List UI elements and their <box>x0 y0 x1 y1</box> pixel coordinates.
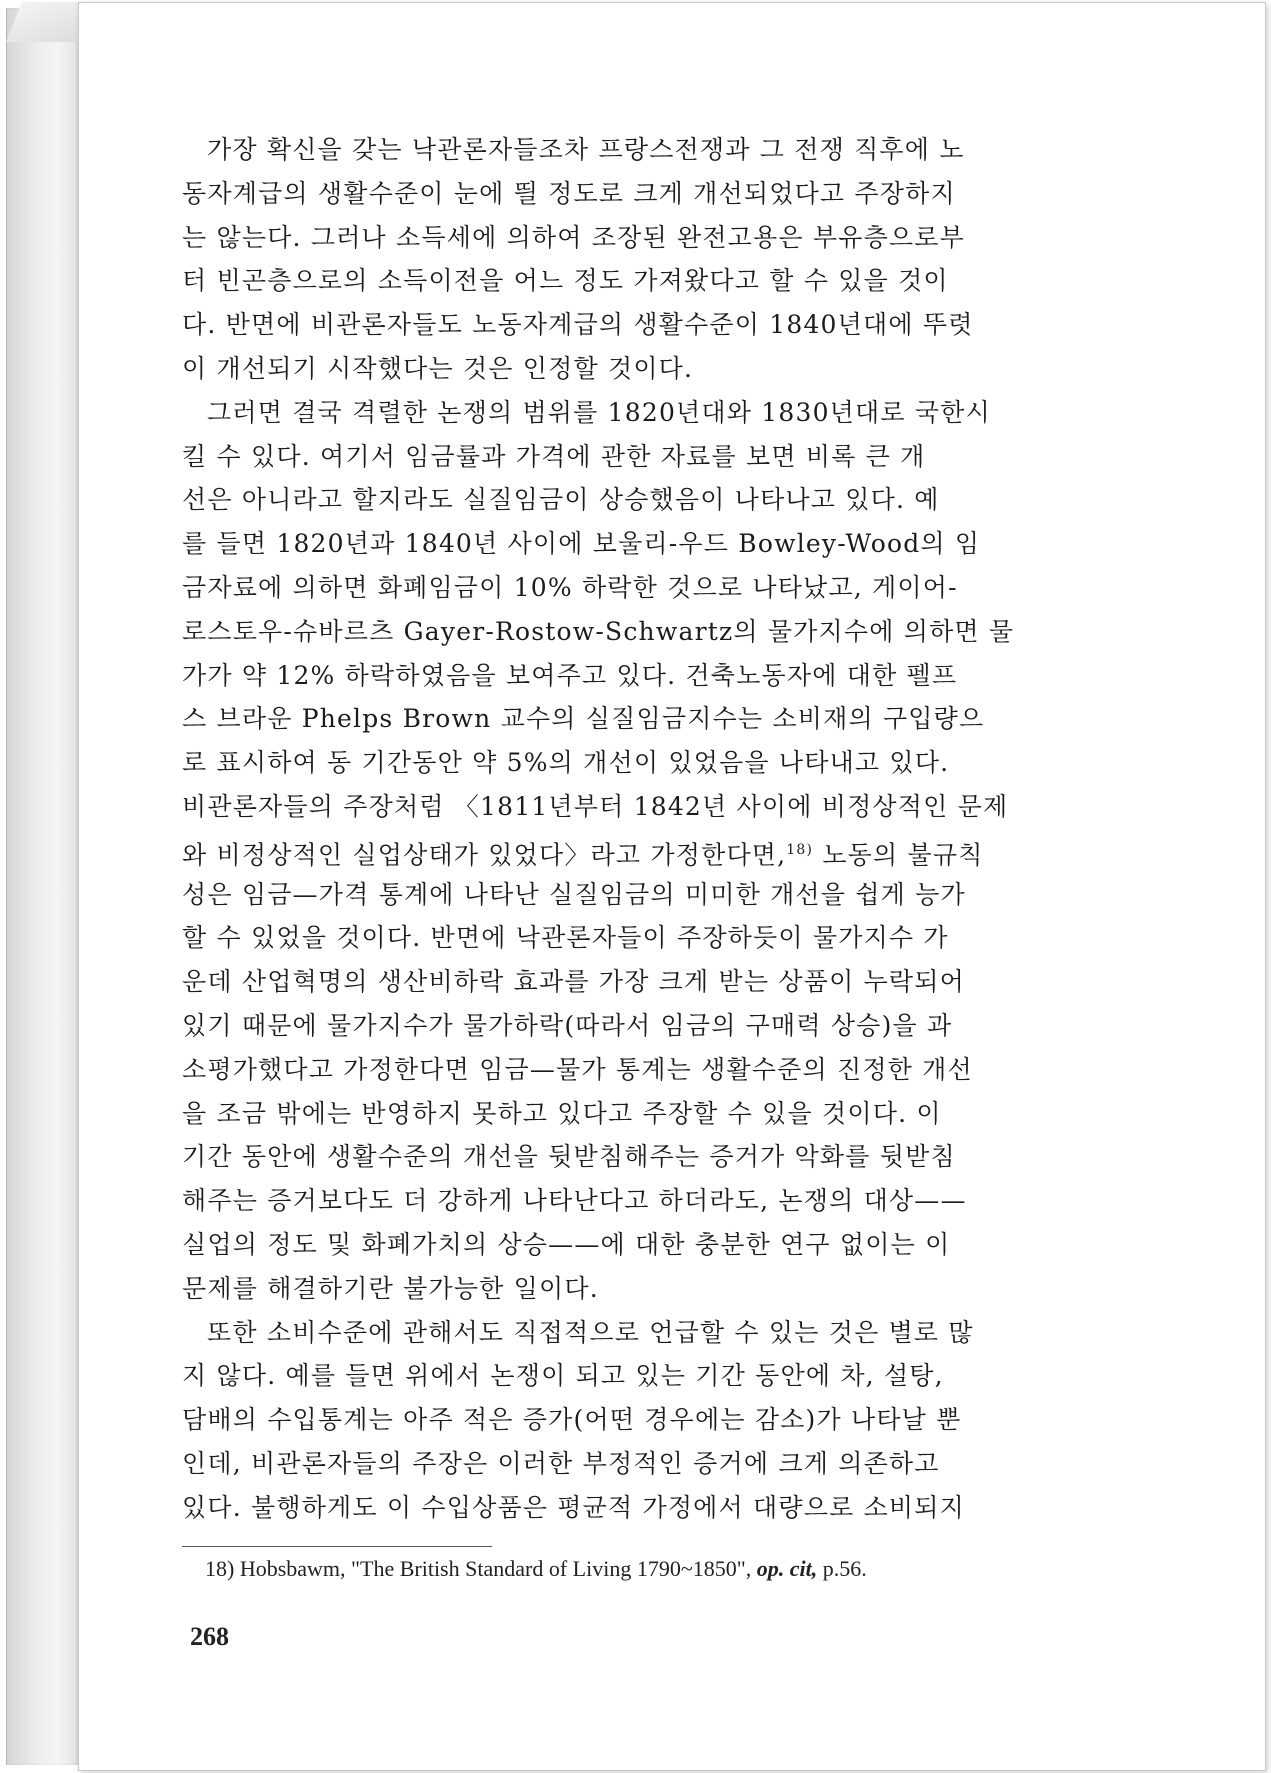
text-line: 비관론자들의 주장처럼 〈1811년부터 1842년 사이에 비정상적인 문제 <box>182 791 1009 821</box>
text-line: 있기 때문에 물가지수가 물가하락(따라서 임금의 구매력 상승)을 과 <box>182 1010 953 1040</box>
text-line: 를 들면 1820년과 1840년 사이에 보울리-우드 Bowley-Wood의 임 <box>182 529 981 559</box>
text-line: 할 수 있었을 것이다. 반면에 낙관론자들이 주장하듯이 물가지수 가 <box>182 923 949 953</box>
text-line: 있다. 불행하게도 이 수입상품은 평균적 가정에서 대량으로 소비되지 <box>182 1492 965 1522</box>
text-line: 선은 아니라고 할지라도 실질임금이 상승했음이 나타나고 있다. 예 <box>182 485 940 515</box>
body-text <box>182 128 1112 1530</box>
text-line: 킬 수 있다. 여기서 임금률과 가격에 관한 자료를 보면 비록 큰 개 <box>182 441 926 471</box>
text-line: 해주는 증거보다도 더 강하게 나타난다고 하더라도, 논쟁의 대상—— <box>182 1186 967 1216</box>
text-line: 다. 반면에 비관론자들도 노동자계급의 생활수준이 1840년대에 뚜렷 <box>182 310 974 340</box>
text-line: 스 브라운 Phelps Brown 교수의 실질임금지수는 소비재의 구입량으 <box>182 704 985 734</box>
footnote-text: 18) Hobsbawm, "The British Standard of Living 1790~1850", <box>205 1556 752 1581</box>
footnote-tail: p.56. <box>817 1556 867 1581</box>
text-line: 문제를 해결하기란 불가능한 일이다. <box>182 1273 599 1303</box>
text-line: 담배의 수입통계는 아주 적은 증가(어떤 경우에는 감소)가 나타날 뿐 <box>182 1405 962 1435</box>
text-line: 가장 확신을 갖는 낙관론자들조차 프랑스전쟁과 그 전쟁 직후에 노 <box>207 135 965 164</box>
footnote-italic: op. cit, <box>756 1556 818 1581</box>
text-line: 인데, 비관론자들의 주장은 이러한 부정적인 증거에 크게 의존하고 <box>182 1448 940 1478</box>
text-line: 터 빈곤층으로의 소득이전을 어느 정도 가져왔다고 할 수 있을 것이 <box>182 266 949 296</box>
text-line: 가가 약 12% 하락하였음을 보여주고 있다. 건축노동자에 대한 펠프 <box>182 660 958 690</box>
page-number: 268 <box>190 1622 229 1651</box>
text-line: 동자계급의 생활수준이 눈에 띌 정도로 크게 개선되었다고 주장하지 <box>182 178 956 208</box>
text-line: 성은 임금—가격 통계에 나타난 실질임금의 미미한 개선을 쉽게 능가 <box>182 879 966 909</box>
text-line: 이 개선되기 시작했다는 것은 인정할 것이다. <box>182 353 694 383</box>
book-spine <box>6 8 79 1765</box>
text-line: 지 않다. 예를 들면 위에서 논쟁이 되고 있는 기간 동안에 차, 설탕, <box>182 1361 944 1391</box>
text-line: 로 표시하여 동 기간동안 약 5%의 개선이 있었음을 나타내고 있다. <box>182 748 950 778</box>
text-line: 소평가했다고 가정한다면 임금—물가 통계는 생활수준의 진정한 개선 <box>182 1054 973 1084</box>
text-line-part: 와 비정상적인 실업상태가 있었다〉라고 가정한다면, <box>182 840 787 870</box>
text-line: 그러면 결국 격렬한 논쟁의 범위를 1820년대와 1830년대로 국한시 <box>207 397 991 427</box>
text-line: 는 않는다. 그러나 소득세에 의하여 조장된 완전고용은 부유층으로부 <box>182 222 965 252</box>
text-line: 로스토우-슈바르츠 Gayer-Rostow-Schwartz의 물가지수에 의하면 물 <box>182 616 1015 646</box>
footnote <box>205 1556 867 1582</box>
text-line: 또한 소비수준에 관해서도 직접적으로 언급할 수 있는 것은 별로 많 <box>207 1317 974 1347</box>
text-line: 을 조금 밖에는 반영하지 못하고 있다고 주장할 수 있을 것이다. 이 <box>182 1098 942 1128</box>
text-line-with-footnote <box>182 829 1112 873</box>
text-line: 기간 동안에 생활수준의 개선을 뒷받침해주는 증거가 악화를 뒷받침 <box>182 1142 956 1172</box>
footnote-marker[interactable]: 18) <box>786 841 814 858</box>
text-line: 실업의 정도 및 화폐가치의 상승——에 대한 충분한 연구 없이는 이 <box>182 1229 951 1259</box>
text-line-part: 노동의 불규칙 <box>813 840 984 870</box>
text-line: 금자료에 의하면 화폐임금이 10% 하락한 것으로 나타났고, 게이어- <box>182 572 958 602</box>
footnote-rule <box>182 1546 492 1547</box>
text-line: 운데 산업혁명의 생산비하락 효과를 가장 크게 받는 상품이 누락되어 <box>182 967 965 997</box>
